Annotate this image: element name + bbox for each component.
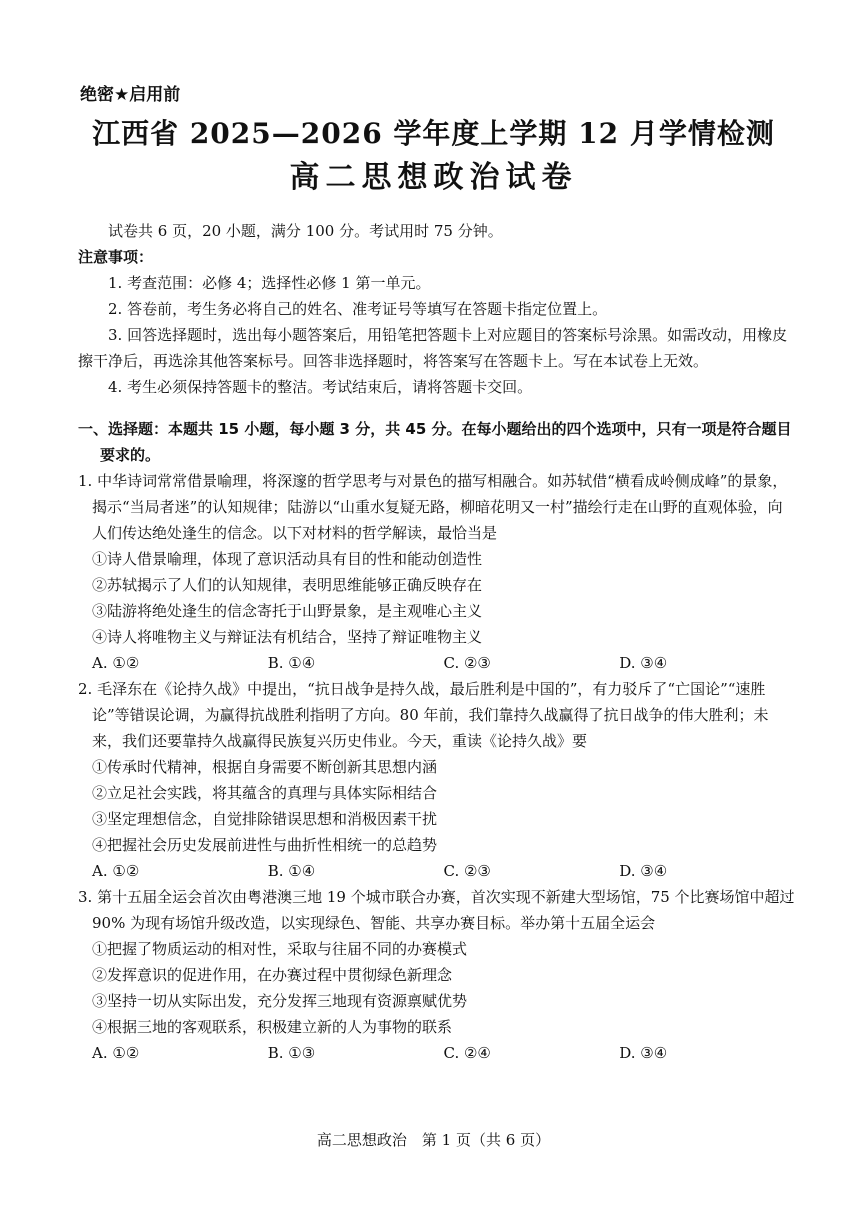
choice-c: C. ②③ xyxy=(443,654,491,672)
question-stem: 1. 中华诗词常常借景喻理，将深邃的哲学思考与对景色的描写相融合。如苏轼借“横看成岭侧成峰”的景象，揭示“当局者迷”的认知规律；陆游以“山重水复疑无路，柳暗花明又一村”描绘行走在山野的直观体验，向人们传达绝处逢生的信念。以下对材料的哲学解读，最恰当是 xyxy=(78,472,788,542)
exam-subject-title: 高二思想政治试卷 xyxy=(289,160,578,195)
question-1 xyxy=(78,468,795,676)
statement-option: ③陆游将绝处逢生的信念寄托于山野景象，是主观唯心主义 xyxy=(92,602,483,620)
question-2 xyxy=(78,676,795,884)
choice-d: D. ③④ xyxy=(619,1044,668,1062)
notes-heading: 注意事项： xyxy=(78,248,154,266)
note-item: 2. 答卷前，考生务必将自己的姓名、准考证号等填写在答题卡指定位置上。 xyxy=(108,300,608,318)
confidential-label: 绝密★启用前 xyxy=(80,85,181,105)
statement-option: ④诗人将唯物主义与辩证法有机结合，坚持了辩证唯物主义 xyxy=(92,628,483,646)
statement-option: ④根据三地的客观联系，积极建立新的人为事物的联系 xyxy=(92,1018,453,1036)
choice-a: A. ①② xyxy=(92,1044,140,1062)
exam-body xyxy=(78,218,795,1066)
note-item: 3. 回答选择题时，选出每小题答案后，用铅笔把答题卡上对应题目的答案标号涂黑。如需改动，用橡皮擦干净后，再选涂其他答案标号。回答非选择题时，将答案写在答题卡上。写在本试卷上无效。 xyxy=(78,326,788,370)
statement-option: ②立足社会实践，将其蕴含的真理与具体实际相结合 xyxy=(92,784,438,802)
choice-c: C. ②③ xyxy=(443,862,491,880)
choice-c: C. ②④ xyxy=(443,1044,491,1062)
choice-a: A. ①② xyxy=(92,654,140,672)
choice-d: D. ③④ xyxy=(619,654,668,672)
statement-option: ④把握社会历史发展前进性与曲折性相统一的总趋势 xyxy=(92,836,438,854)
choice-b: B. ①③ xyxy=(267,1044,316,1062)
section-heading: 一、选择题：本题共 15 小题，每小题 3 分，共 45 分。在每小题给出的四个选项中，只有一项是符合题目要求的。 xyxy=(78,420,792,464)
answer-choices xyxy=(78,650,795,676)
answer-choices xyxy=(78,1040,795,1066)
question-stem: 2. 毛泽东在《论持久战》中提出，“抗日战争是持久战，最后胜利是中国的”，有力驳斥了“亡国论”“速胜论”等错误论调，为赢得抗战胜利指明了方向。80 年前，我们靠持久战赢得了抗日战争的伟大胜利；未来，我们还要靠持久战赢得民族复兴历史伟业。今天，重读《论持久战》要 xyxy=(78,680,769,750)
choice-b: B. ①④ xyxy=(267,654,316,672)
answer-choices xyxy=(78,858,795,884)
statement-option: ②苏轼揭示了人们的认知规律，表明思维能够正确反映存在 xyxy=(92,576,483,594)
statement-option: ③坚定理想信念，自觉排除错误思想和消极因素干扰 xyxy=(92,810,438,828)
question-3 xyxy=(78,884,795,1066)
choice-d: D. ③④ xyxy=(619,862,668,880)
exam-title: 江西省 2025—2026 学年度上学期 12 月学情检测 xyxy=(92,117,775,150)
note-item: 1. 考查范围：必修 4；选择性必修 1 第一单元。 xyxy=(108,274,431,292)
statement-option: ①把握了物质运动的相对性，采取与往届不同的办赛模式 xyxy=(92,940,468,958)
page-footer: 高二思想政治 第 1 页（共 6 页） xyxy=(316,1131,551,1149)
note-item: 4. 考生必须保持答题卡的整洁。考试结束后，请将答题卡交回。 xyxy=(108,378,533,396)
choice-b: B. ①④ xyxy=(267,862,316,880)
question-stem: 3. 第十五届全运会首次由粤港澳三地 19 个城市联合办赛，首次实现不新建大型场馆，75 个比赛场馆中超过 90% 为现有场馆升级改造，以实现绿色、智能、共享办赛目标。举办第十五届全运会 xyxy=(78,888,795,932)
statement-option: ②发挥意识的促进作用，在办赛过程中贯彻绿色新理念 xyxy=(92,966,453,984)
exam-intro: 试卷共 6 页，20 小题，满分 100 分。考试用时 75 分钟。 xyxy=(108,222,503,240)
statement-option: ③坚持一切从实际出发，充分发挥三地现有资源禀赋优势 xyxy=(92,992,468,1010)
choice-a: A. ①② xyxy=(92,862,140,880)
statement-option: ①传承时代精神，根据自身需要不断创新其思想内涵 xyxy=(92,758,438,776)
statement-option: ①诗人借景喻理，体现了意识活动具有目的性和能动创造性 xyxy=(92,550,483,568)
